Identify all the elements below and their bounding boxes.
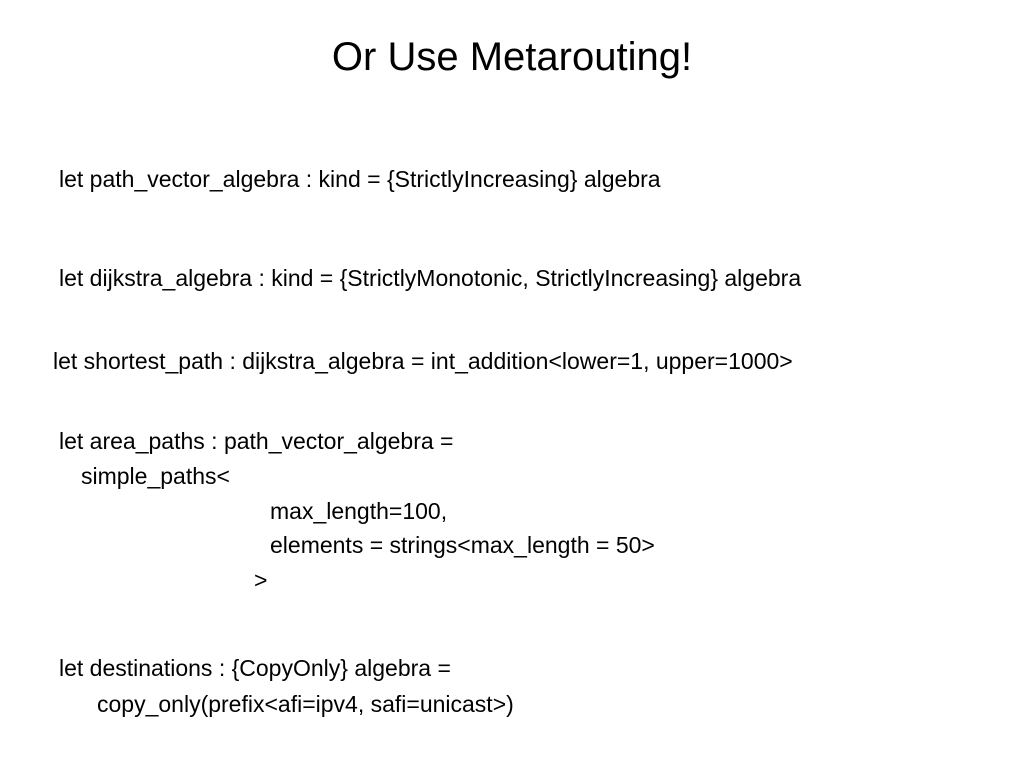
area-paths-max-length-line: max_length=100, [270,498,448,524]
area-paths-declaration-line: let area_paths : path_vector_algebra = [59,428,454,454]
path-vector-algebra-line: let path_vector_algebra : kind = {StrictlyIncreasing} algebra [59,166,661,192]
slide-title: Or Use Metarouting! [331,35,693,79]
area-paths-close-line: > [254,567,268,593]
area-paths-elements-line: elements = strings<max_length = 50> [270,532,655,558]
shortest-path-line: let shortest_path : dijkstra_algebra = int_addition<lower=1, upper=1000> [53,348,793,374]
destinations-declaration-line: let destinations : {CopyOnly} algebra = [59,655,451,681]
area-paths-open-line: simple_paths< [81,463,230,489]
dijkstra-algebra-line: let dijkstra_algebra : kind = {StrictlyMonotonic, StrictlyIncreasing} algebra [59,265,802,291]
destinations-body-line: copy_only(prefix<afi=ipv4, safi=unicast>) [97,691,514,717]
